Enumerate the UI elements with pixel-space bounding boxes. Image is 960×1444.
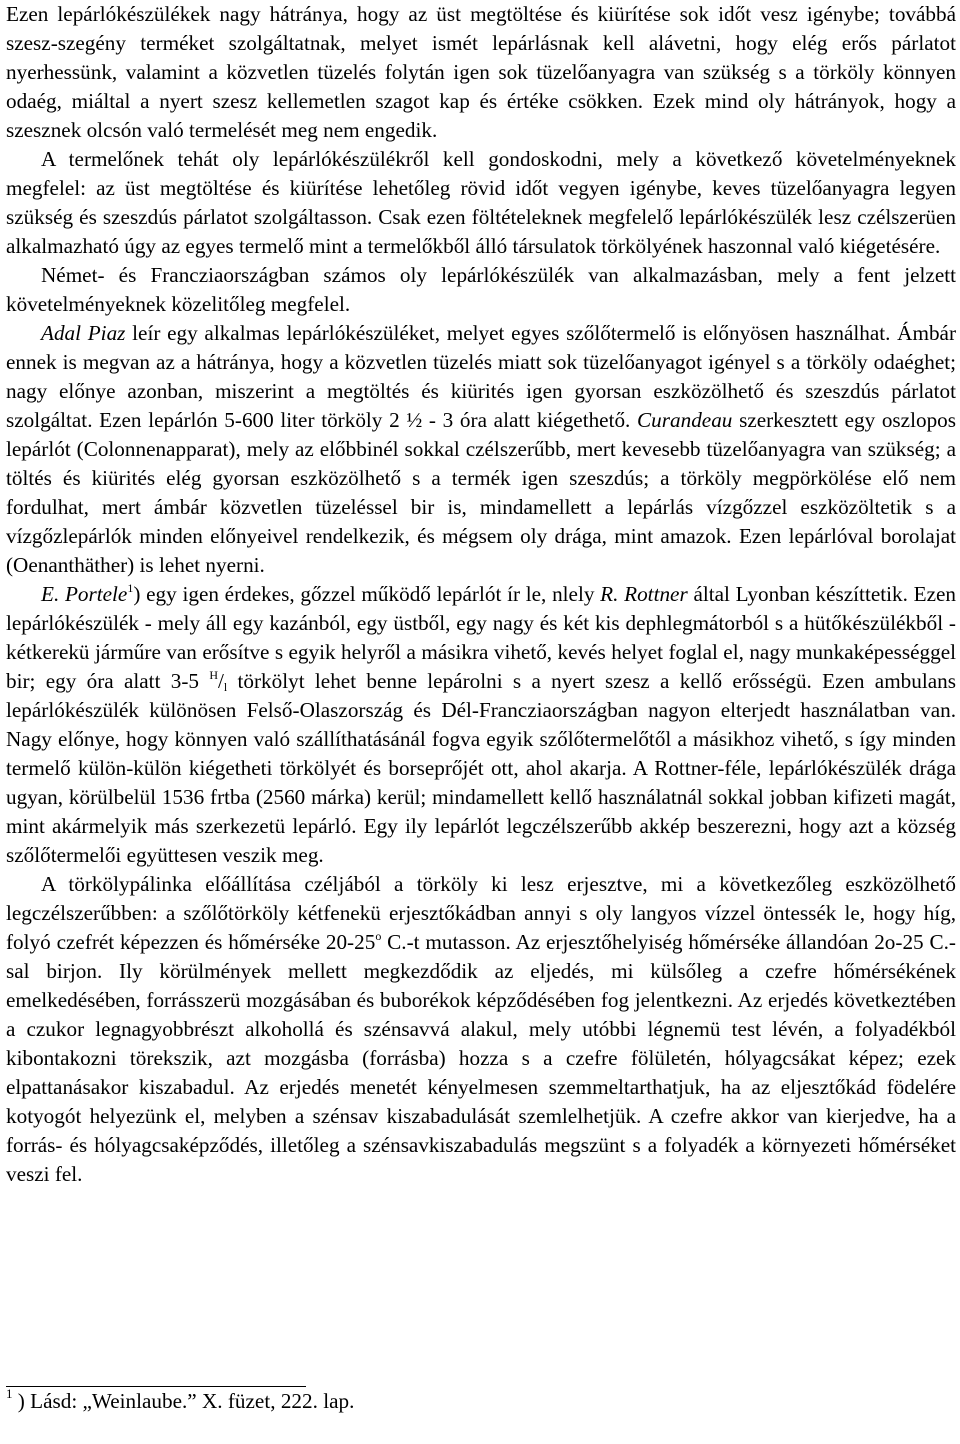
author-name-piaz: Adal Piaz: [41, 321, 126, 345]
paragraph-text: C.-t mutasson. Az erjesztőhelyiség hőmérséke állandóan 2o-25 C.-sal birjon. Ily körülmények mellett megkezdődik az eljedés, mi külsőleg a czefre hőmérsékének emelkedésében, forrásszerü mozgásában és buborékok képződésében fog jelentkezni. Az erjedés következtében a czukor legnagyobbrészt alkohollá és szénsavvá alakul, mely utóbbi légnemü test lévén, a folyadékból kibontakozni törekszik, azt mozgásba (forrásba) hozza s a czefre fölületén, hólyagcsákat képez; ezek elpattanásakor kiszabadul. Az erjedés menetét kényelmesen szemmeltarthatjuk, ha az eljesztőkád födelére kotyogót helyezünk el, melyben a szénsav kiszabadulását szemlelhetjük. A czefre akkor van kierjedve, ha a forrás- és hólyagcsaképződés, illetőleg a szénsavkiszabadulás megszünt s a folyadék a környezeti hőmérséket veszi fel.: [6, 930, 956, 1186]
paragraph-text: szerkesztett egy oszlopos lepárlót (Colonnenapparat), mely az előbbinél sokkal czélszerűbb, mert kevesebb tüzelőanyagra van szükség; a töltés és kiürités elég gyorsan eszközölhető s a termék igen szeszdús; a törköly megpörkölése elő nem fordulhat, mert ámbár közvetlen tüzeléssel bir is, mindamellett a lepárlás vízgőzzel eszközöltetik s a vízgőzlepárlók minden előnyeivel rendelkezik, és mégsem oly drága, mint amazok. Ezen lepárlóval borolajat (Oenanthäther) is lehet nyerni.: [6, 408, 956, 577]
fraction-denominator: l: [223, 680, 228, 694]
paragraph-text: által Lyonban készíttetik. Ezen lepárlókészülék - mely áll egy kazánból, egy üstből, egy nagy és két kis dephlegmátorból s a hütőkészülékből - kétkerekü járműre van erősítve s egyik helyről a másikra vihető, kevés helyet foglal el, nagy munkaképességgel bir; egy óra alatt 3-5: [6, 582, 956, 693]
paragraph-text: ) egy igen érdekes, gőzzel működő lepárlót ír le, nlely: [133, 582, 601, 606]
paragraph-text: törkölyt lehet benne lepárolni s a nyert szesz a kellő erősségü. Ezen ambulans lepárlókészülék különösen Felső-Olaszország és Dél-Francziaországban nagyon elterjedt használatban van. Nagy előnye, hogy könnyen való szállíthatásánál fogva egyik szőlőtermelőtől a másikhoz vihető, s így minden termelő külön-külön kiégetheti törkölyét és borseprőjét ott, ahol akarja. A Rottner-féle, lepárlókészülék drága ugyan, körülbelül 1536 frtba (2560 márka) kerül; mindamellett kellő használatnál sokkal jobban kifizeti magát, mint akármelyik más szerkezetü lepárló. Egy ily lepárlót legczélszerűbb akkép beszerezni, hogy azt a község szőlőtermelői együttesen veszik meg.: [6, 669, 956, 867]
footnote-number: 1: [6, 1386, 13, 1401]
degree-mark: o: [375, 929, 382, 943]
fraction-numerator: H: [209, 668, 218, 682]
paragraph-disadvantages: Ezen lepárlókészülékek nagy hátránya, hogy az üst megtöltése és kiürítése sok időt vesz igénybe; továbbá szesz-szegény terméket szolgáltatnak, melyet ismét lepárlásnak kell alávetni, hogy elég erős párlatot nyerhessünk, valamint a közvetlen tüzelés folytán igen sok tüzelőanyagra van szükség s a törköly könnyen odaég, miáltal a nyert szesz kellemetlen szagot kap és értéke csökken. Ezek mind oly hátrányok, hogy a szesznek olcsón való termelését meg nem engedik.: [6, 2, 956, 142]
paragraph-text: A törkölypálinka előállítása czéljából a törköly ki lesz erjesztve, mi a következőleg eszközölhető legczélszerűbben: a szőlőtörköly kétfenekü erjesztőkádban annyi s oly langyos vízzel öntessék le, hogy híg, folyó czefrét képezzen és hőmérséke 20-25: [6, 872, 956, 954]
footnote-body: ) Lásd: „Weinlaube.” X. füzet, 222. lap.: [12, 1389, 355, 1413]
paragraph-piaz-curandeau: [6, 319, 956, 580]
author-name-curandeau: Curandeau: [637, 408, 733, 432]
footnote-area: [6, 1386, 706, 1416]
footnote-reference: 1: [127, 581, 134, 595]
footnote-text: [6, 1387, 706, 1416]
paragraph-germany-france: Német- és Francziaországban számos oly lepárlókészülék van alkalmazásban, mely a fent jelzett követelményeknek közelitőleg megfelel.: [6, 263, 956, 316]
paragraph-text: leír egy alkalmas lepárlókészüléket, melyet egyes szőlőtermelő is előnyösen használhat. Ámbár ennek is megvan az a hátránya, hogy a közvetlen tüzelés miatt sok tüzelőanyagot igényel s a törköly odaéghet; nagy előnye azonban, miszerint a megtöltés és kiürités igen gyorsan eszközölhető és szeszdús párlatot szolgáltat. Ezen lepárlón 5-600 liter törköly 2 ½ - 3 óra alatt kiégethető.: [6, 321, 956, 432]
author-name-portele: E. Portele: [41, 582, 128, 606]
paragraph-portele-rottner: [6, 580, 956, 870]
paragraph-fermentation: [6, 870, 956, 1189]
paragraph-requirements: A termelőnek tehát oly lepárlókészülékről kell gondoskodni, mely a következő követelményeknek megfelel: az üst megtöltése és kiürítése lehetőleg rövid időt vegyen igénybe, keves tüzelőanyagra legyen szükség és szeszdús párlatot szolgáltasson. Csak ezen föltételeknek megfelelő lepárlókészülék lesz czélszerüen alkalmazható úgy az egyes termelő mint a termelőkből álló társulatok törkölyének haszonnal való kiégetésére.: [6, 147, 956, 258]
author-name-rottner: R. Rottner: [600, 582, 688, 606]
document-body: [6, 0, 956, 1189]
fraction-slash: /: [217, 669, 224, 693]
